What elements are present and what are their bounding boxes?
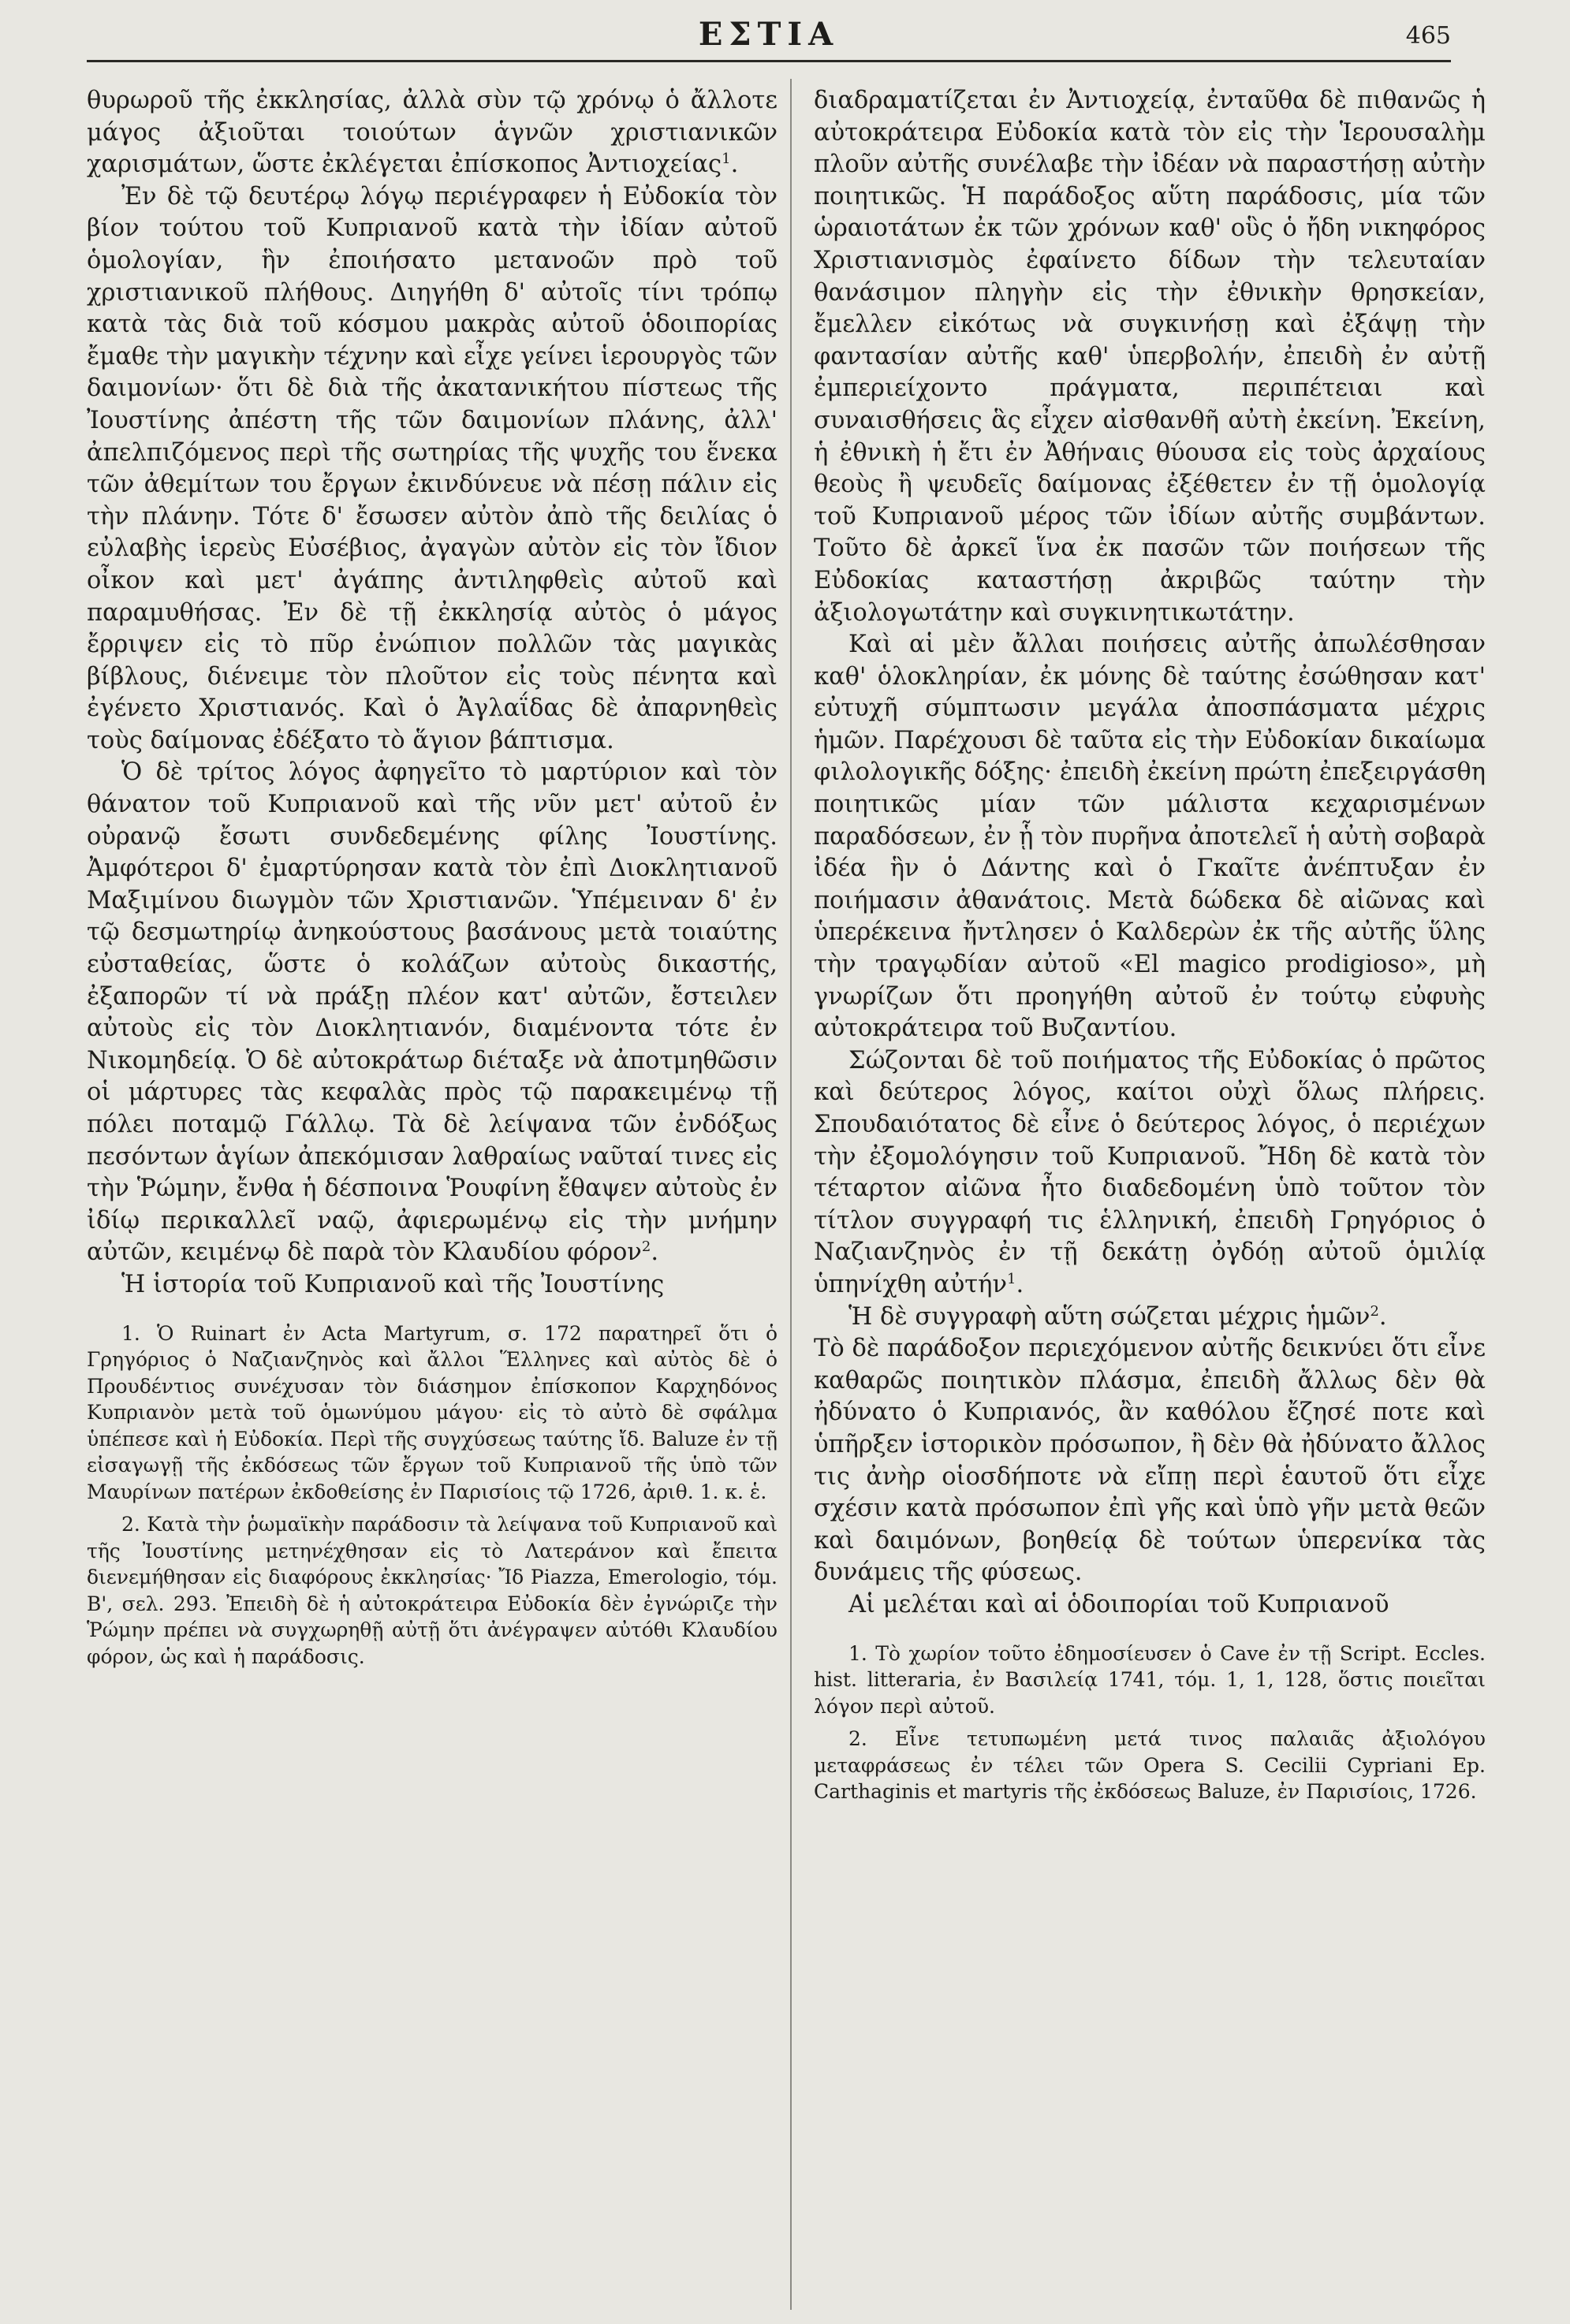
footnote-mark: 1 <box>722 151 731 168</box>
paragraph: Καὶ αἱ μὲν ἄλλαι ποιήσεις αὐτῆς ἀπωλέσθησαν καθ' ὁλοκληρίαν, ἐκ μόνης δὲ ταύτης ἐσώθησαν κατ' εὐτυχῆ σύμπτωσιν μεγάλα ἀποσπάσματα μέχρις ἡμῶν. Παρέχουσι δὲ ταῦτα εἰς τὴν Εὐδοκίαν δικαίωμα φιλολογικῆς δόξης· ἐπειδὴ ἐκείνη πρώτη ἐπεξειργάσθη ποιητικῶς μίαν τῶν μάλιστα κεχαρισμένων παραδόσεων, ἐν ᾗ τὸν πυρῆνα ἀποτελεῖ ἡ αὐτὴ σοβαρὰ ἰδέα ἣν ὁ Δάντης καὶ ὁ Γκαῖτε ἀνέπτυξαν ἐν ποιήμασιν ἀθανάτοις. Μετὰ δώδεκα δὲ αἰῶνας καὶ ὑπερέκεινα ἤντλησεν ὁ Καλδερὼν ἐκ τῆς αὐτῆς ὕλης τὴν τραγῳδίαν αὐτοῦ «El magico prodigioso», μὴ γνωρίζων ὅτι προηγήθη αὐτοῦ ἐν τούτῳ εὐφυὴς αὐτοκράτειρα τοῦ Βυζαντίου. <box>814 631 1486 1043</box>
footnotes <box>814 1641 1486 1805</box>
footnotes <box>87 1320 778 1670</box>
page-number: 465 <box>1405 22 1451 50</box>
footnote: 2. Εἶνε τετυπωμένη μετά τινος παλαιᾶς ἀξιολόγου μεταφράσεως ἐν τέλει τῶν Opera S. Cecilii Cypriani Ep. Carthaginis et martyris τῆς ἐκδόσεως Baluze, ἐν Παρισίοις, 1726. <box>814 1727 1486 1803</box>
page-header <box>87 11 1451 57</box>
right-column <box>814 85 1486 1812</box>
footnote: 1. Ὁ Ruinart ἐν Acta Martyrum, σ. 172 παρατηρεῖ ὅτι ὁ Γρηγόριος ὁ Ναζιανζηνὸς καὶ ἄλλοι Ἕλληνες καὶ αὐτὸς δὲ ὁ Προυδέντιος συνέχυσαν τὸν διάσημον ἐπίσκοπον Καρχηδόνος Κυπριανὸν μετὰ τοῦ ὁμωνύμου μάγου· εἰς τὸ αὐτὸ δὲ σφάλμα ὑπέπεσε καὶ ἡ Εὐδοκία. Περὶ τῆς συγχύσεως ταύτης ἴδ. Baluze ἐν τῇ εἰσαγωγῇ τῆς ἐκδόσεως τῶν ἔργων τοῦ Κυπριανοῦ τῆς ὑπὸ τῶν Μαυρίνων πατέρων ἐκδοθείσης ἐν Παρισίοις τῷ 1726, ἀριθ. 1. κ. ἑ. <box>87 1321 778 1503</box>
paragraph: Τὸ δὲ παράδοξον περιεχόμενον αὐτῆς δεικνύει ὅτι εἶνε καθαρῶς ποιητικὸν πλάσμα, ἐπειδὴ ἄλλως δὲν θὰ ἠδύνατο ὁ Κυπριανός, ἂν καθόλου ἔζησέ ποτε καὶ ὑπῆρξεν ἱστορικὸν πρόσωπον, ἢ δὲν θὰ ἠδύνατο ἄλλος τις ἀνὴρ οἱοσδήποτε νὰ εἴπῃ περὶ ἑαυτοῦ ὅτι εἶχε σχέσιν κατὰ πρόσωπον ἐπὶ γῆς καὶ ὑπὸ γῆν μετὰ θεῶν καὶ δαιμόνων, βοηθείᾳ δὲ τούτων ὑπερενίκα τὰς δυνάμεις τῆς φύσεως. <box>814 1335 1486 1587</box>
footnote: 2. Κατὰ τὴν ῥωμαϊκὴν παράδοσιν τὰ λείψανα τοῦ Κυπριανοῦ καὶ τῆς Ἰουστίνης μετηνέχθησαν εἰς τὸ Λατεράνον καὶ ἔπειτα διενεμήθησαν εἰς διαφόρους ἐκκλησίας· Ἴδ Piazza, Emerologio, τόμ. Β', σελ. 293. Ἐπειδὴ δὲ ἡ αὐτοκράτειρα Εὐδοκία δὲν ἐγνώριζε τὴν Ῥώμην πρέπει νὰ συγχωρηθῇ αὐτῇ ὅτι ἀνέγραψεν αὐτόθι Κλαυδίου φόρον, ὡς καὶ ἡ παράδοσις. <box>87 1513 778 1668</box>
footnote-mark: 1 <box>1007 1270 1016 1287</box>
paragraph: Σώζονται δὲ τοῦ ποιήματος τῆς Εὐδοκίας ὁ πρῶτος καὶ δεύτερος λόγος, καίτοι οὐχὶ ὅλως πλήρεις. Σπουδαιότατος δὲ εἶνε ὁ δεύτερος λόγος, ὁ περιέχων τὴν ἐξομολόγησιν τοῦ Κυπριανοῦ. Ἤδη δὲ κατὰ τὸν τέταρτον αἰῶνα ἦτο διαδεδομένη ὑπὸ τοῦτον τὸν τίτλον συγγραφή τις ἑλληνική, ἐπειδὴ Γρηγόριος ὁ Ναζιανζηνὸς ἐν τῇ δεκάτῃ ὀγδόῃ αὐτοῦ ὁμιλίᾳ ὑπηνίχθη αὐτήν$^1$. <box>814 1046 1486 1298</box>
paragraph: Ὁ δὲ τρίτος λόγος ἀφηγεῖτο τὸ μαρτύριον καὶ τὸν θάνατον τοῦ Κυπριανοῦ καὶ τῆς νῦν μετ' αὐτοῦ ἐν οὐρανῷ ἔσωτι συνδεδεμένης φίλης Ἰουστίνης. Ἀμφότεροι δ' ἐμαρτύρησαν κατὰ τὸν ἐπὶ Διοκλητιανοῦ Μαξιμίνου διωγμὸν τῶν Χριστιανῶν. Ὑπέμειναν δ' ἐν τῷ δεσμωτηρίῳ ἀνηκούστους βασάνους μετὰ τοιαύτης εὐσταθείας, ὥστε ὁ κολάζων αὐτοὺς δικαστής, ἐξαπορῶν τί νὰ πράξῃ πλέον κατ' αὐτῶν, ἔστειλεν αὐτοὺς εἰς τὸν Διοκλητιανόν, διαμένοντα τότε ἐν Νικομηδείᾳ. Ὁ δὲ αὐτοκράτωρ διέταξε νὰ ἀποτμηθῶσιν οἱ μάρτυρες τὰς κεφαλὰς πρὸς τῷ παρακειμένῳ τῇ πόλει ποταμῷ Γάλλῳ. Τὰ δὲ λείψανα τῶν ἐνδόξως πεσόντων ἁγίων ἀπεκόμισαν λαθραίως ναῦταί τινες εἰς τὴν Ῥώμην, ἔνθα ἡ δέσποινα Ῥουφίνη ἔθαψεν αὐτοὺς ἐν ἰδίῳ περικαλλεῖ ναῷ, ἀφιερωμένῳ εἰς τὴν μνήμην αὐτῶν, κειμένῳ δὲ παρὰ τὸν Κλαυδίου φόρον$^2$. <box>87 758 778 1267</box>
column-divider <box>790 79 792 2310</box>
footnote-mark: 2 <box>641 1238 651 1256</box>
left-column <box>87 85 778 1676</box>
footnote-mark: 2 <box>1370 1302 1379 1320</box>
paragraph: διαδραματίζεται ἐν Ἀντιοχείᾳ, ἐνταῦθα δὲ πιθανῶς ἡ αὐτοκράτειρα Εὐδοκία κατὰ τὸν εἰς τὴν Ἱερουσαλὴμ πλοῦν αὐτῆς συνέλαβε τὴν ἰδέαν νὰ παραστήσῃ αὐτὴν ποιητικῶς. Ἡ παράδοξος αὕτη παράδοσις, μία τῶν ὡραιοτάτων ἐκ τῶν χρόνων καθ' οὓς ὁ ἤδη νικηφόρος Χριστιανισμὸς ἐφαίνετο δίδων τὴν τελευταίαν θανάσιμον πληγὴν εἰς τὴν ἐθνικὴν θρησκείαν, ἔμελλεν εἰκότως νὰ συγκινήσῃ καὶ ἐξάψῃ τὴν φαντασίαν αὐτῆς καθ' ὑπερβολήν, ἐπειδὴ ἐν αὐτῇ ἐμπεριείχοντο πράγματα, περιπέτειαι καὶ συναισθήσεις ἃς εἶχεν αἰσθανθῆ αὐτὴ ἐκείνη. Ἐκείνη, ἡ ἐθνικὴ ἡ ἔτι ἐν Ἀθήναις θύουσα εἰς τοὺς ἀρχαίους θεοὺς ἢ ψευδεῖς δαίμονας ἐξέθετεν ἐν τῇ ὁμολογίᾳ τοῦ Κυπριανοῦ μέρος τῶν ἰδίων αὐτῆς συμβάντων. Τοῦτο δὲ ἀρκεῖ ἵνα ἐκ πασῶν τῶν ποιήσεων τῆς Εὐδοκίας καταστήσῃ ἀκριβῶς ταύτην τὴν ἀξιολογωτάτην καὶ συγκινητικωτάτην. <box>814 87 1486 627</box>
paragraph: Ἡ δὲ συγγραφὴ αὕτη σώζεται μέχρις ἡμῶν$^2$. <box>848 1302 1387 1331</box>
paragraph: Ἡ ἱστορία τοῦ Κυπριανοῦ καὶ τῆς Ἰουστίνης <box>121 1270 665 1298</box>
paragraph: θυρωροῦ τῆς ἐκκλησίας, ἀλλὰ σὺν τῷ χρόνῳ ὁ ἄλλοτε μάγος ἀξιοῦται τοιούτων ἁγνῶν χριστιανικῶν χαρισμάτων, ὥστε ἐκλέγεται ἐπίσκοπος Ἀντιοχείας$^1$. <box>87 87 778 179</box>
journal-title: ΕΣΤΙΑ <box>698 16 840 53</box>
header-rule <box>87 60 1451 62</box>
paragraph: Ἐν δὲ τῷ δευτέρῳ λόγῳ περιέγραφεν ἡ Εὐδοκία τὸν βίον τούτου τοῦ Κυπριανοῦ κατὰ τὴν ἰδίαν αὐτοῦ ὁμολογίαν, ἣν ἐποιήσατο μετανοῶν πρὸ τοῦ χριστιανικοῦ πλήθους. Διηγήθη δ' αὐτοῖς τίνι τρόπῳ κατὰ τὰς διὰ τοῦ κόσμου μακρὰς αὐτοῦ ὁδοιπορίας ἔμαθε τὴν μαγικὴν τέχνην καὶ εἶχε γείνει ἱερουργὸς τῶν δαιμονίων· ὅτι δὲ διὰ τῆς ἀκατανικήτου πίστεως τῆς Ἰουστίνης ἀπέστη τῆς τῶν δαιμονίων πλάνης, ἀλλ' ἀπελπιζόμενος περὶ τῆς σωτηρίας τῆς ψυχῆς του ἕνεκα τῶν ἀθεμίτων του ἔργων ἐκινδύνευε νὰ πέσῃ πάλιν εἰς τὴν πλάνην. Τότε δ' ἔσωσεν αὐτὸν ἀπὸ τῆς δειλίας ὁ εὐλαβὴς ἱερεὺς Εὐσέβιος, ἀγαγὼν αὐτὸν εἰς τὸν ἴδιον οἶκον καὶ μετ' ἀγάπης ἀντιληφθεὶς αὐτοῦ καὶ παραμυθήσας. Ἐν δὲ τῇ ἐκκλησίᾳ αὐτὸς ὁ μάγος ἔρριψεν εἰς τὸ πῦρ ἐνώπιον πολλῶν τὰς μαγικὰς βίβλους, διένειμε τὸν πλοῦτον εἰς τοὺς πένητα καὶ ἐγένετο Χριστιανός. Καὶ ὁ Ἀγλαΐδας δὲ ἀπαρνηθεὶς τοὺς δαίμονας ἐδέξατο τὸ ἅγιον βάπτισμα. <box>87 182 778 754</box>
paragraph: Αἱ μελέται καὶ αἱ ὁδοιπορίαι τοῦ Κυπριανοῦ <box>848 1590 1389 1618</box>
footnote: 1. Τὸ χωρίον τοῦτο ἐδημοσίευσεν ὁ Cave ἐν τῇ Script. Eccles. hist. litteraria, ἐν Βασιλείᾳ 1741, τόμ. 1, 1, 128, ὅστις ποιεῖται λόγον περὶ αὐτοῦ. <box>814 1641 1486 1718</box>
